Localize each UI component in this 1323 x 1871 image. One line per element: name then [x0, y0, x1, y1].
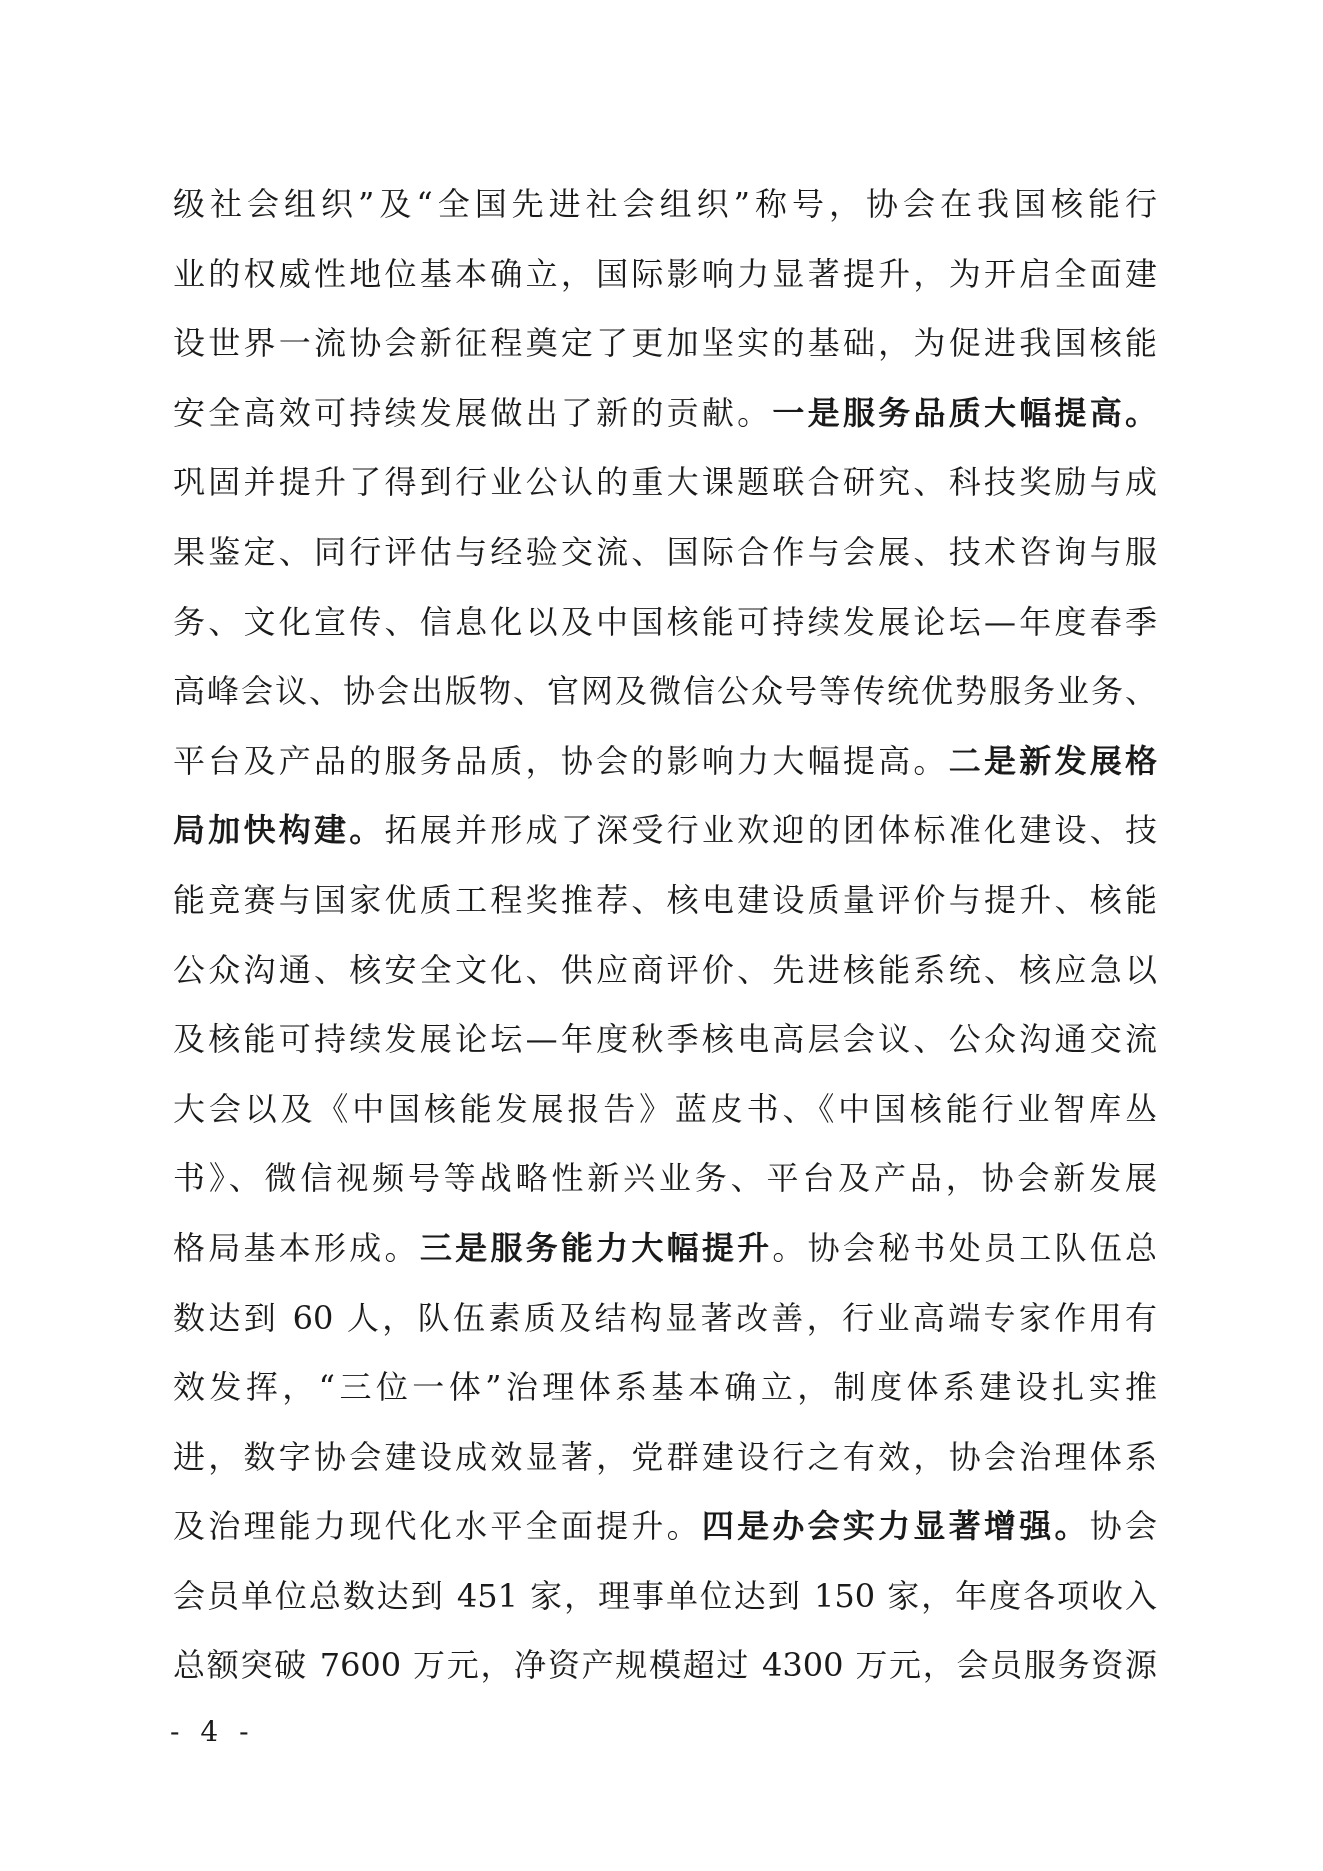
- text-segment: 安全高效可持续发展做出了新的贡献。: [173, 393, 773, 432]
- body-text: [173, 170, 1157, 1701]
- text-line: [173, 379, 1157, 449]
- text-line: [173, 1284, 1157, 1354]
- bold-heading-segment: 四是办会实力显著增强。: [701, 1507, 1090, 1546]
- text-segment: 业的权威性地位基本确立，国际影响力显著提升，为开启全面建: [173, 254, 1157, 293]
- text-line: [173, 1005, 1157, 1075]
- text-line: [173, 1075, 1157, 1145]
- bold-heading-segment: 三是服务能力大幅提升: [419, 1228, 773, 1267]
- text-segment: 务、文化宣传、信息化以及中国核能可持续发展论坛—年度春季: [173, 602, 1157, 641]
- text-segment: 大会以及《中国核能发展报告》蓝皮书、《中国核能行业智库丛: [173, 1089, 1157, 1128]
- bold-heading-segment: 二是新发展格: [948, 741, 1157, 780]
- text-segment: 级社会组织”及“全国先进社会组织”称号，协会在我国核能行: [173, 185, 1157, 223]
- text-segment: 高峰会议、协会出版物、官网及微信公众号等传统优势服务业务、: [173, 672, 1157, 711]
- text-segment: 。协会秘书处员工队伍总: [772, 1228, 1157, 1267]
- text-segment: 及核能可持续发展论坛—年度秋季核电高层会议、公众沟通交流: [173, 1020, 1157, 1059]
- text-segment: 格局基本形成。: [173, 1228, 420, 1267]
- text-line: [173, 518, 1157, 588]
- text-segment: 进，数字协会建设成效显著，党群建设行之有效，协会治理体系: [173, 1437, 1157, 1476]
- text-line: [173, 1423, 1157, 1493]
- text-line: [173, 727, 1157, 797]
- text-line: [173, 240, 1157, 310]
- text-line: [173, 1562, 1157, 1632]
- page-number: - 4 -: [170, 1715, 255, 1748]
- text-segment: 平台及产品的服务品质，协会的影响力大幅提高。: [173, 741, 949, 780]
- text-segment: 会员单位总数达到 451 家，理事单位达到 150 家，年度各项收入: [173, 1576, 1157, 1615]
- text-segment: 总额突破 7600 万元，净资产规模超过 4300 万元，会员服务资源: [173, 1646, 1157, 1685]
- bold-heading-segment: 局加快构建。: [173, 811, 385, 850]
- text-segment: 果鉴定、同行评估与经验交流、国际合作与会展、技术咨询与服: [173, 532, 1157, 571]
- text-segment: 书》、微信视频号等战略性新兴业务、平台及产品，协会新发展: [173, 1159, 1157, 1198]
- text-line: [173, 309, 1157, 379]
- text-line: [173, 1492, 1157, 1562]
- text-segment: 及治理能力现代化水平全面提升。: [173, 1507, 702, 1546]
- text-segment: 设世界一流协会新征程奠定了更加坚实的基础，为促进我国核能: [173, 324, 1157, 363]
- text-segment: 巩固并提升了得到行业公认的重大课题联合研究、科技奖励与成: [173, 463, 1157, 502]
- text-line: [173, 170, 1157, 240]
- text-line: [173, 1214, 1157, 1284]
- text-line: [173, 866, 1157, 936]
- bold-heading-segment: 一是服务品质大幅提高。: [772, 393, 1157, 432]
- text-segment: 能竞赛与国家优质工程奖推荐、核电建设质量评价与提升、核能: [173, 880, 1157, 919]
- text-segment: 数达到 60 人，队伍素质及结构显著改善，行业高端专家作用有: [173, 1298, 1157, 1337]
- text-segment: 协会: [1089, 1507, 1157, 1546]
- text-line: [173, 1353, 1157, 1423]
- text-segment: 拓展并形成了深受行业欢迎的团体标准化建设、技: [384, 811, 1157, 850]
- text-line: [173, 796, 1157, 866]
- text-line: [173, 1631, 1157, 1701]
- text-line: [173, 936, 1157, 1006]
- text-segment: 效发挥，“三位一体”治理体系基本确立，制度体系建设扎实推: [173, 1368, 1157, 1407]
- text-line: [173, 448, 1157, 518]
- text-line: [173, 588, 1157, 658]
- text-line: [173, 657, 1157, 727]
- text-segment: 公众沟通、核安全文化、供应商评价、先进核能系统、核应急以: [173, 950, 1157, 989]
- text-line: [173, 1144, 1157, 1214]
